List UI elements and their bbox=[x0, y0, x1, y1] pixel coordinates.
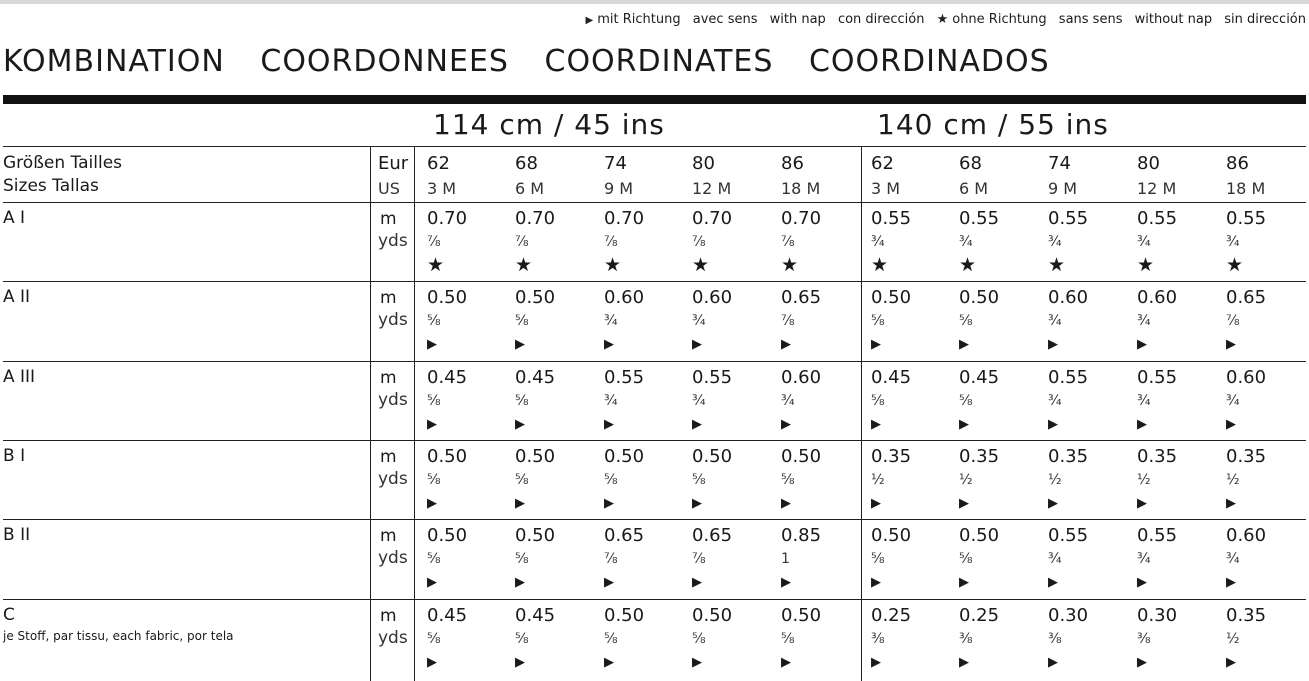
nap-arrow-icon: ▶ bbox=[781, 575, 791, 590]
yard-value: ¾ bbox=[1048, 551, 1062, 567]
yard-value: ⅝ bbox=[692, 472, 706, 488]
meter-value: 0.50 bbox=[515, 287, 556, 308]
nap-arrow-icon: ▶ bbox=[1048, 337, 1058, 352]
eur-size: 68 bbox=[959, 153, 982, 174]
meter-value: 0.70 bbox=[604, 208, 645, 229]
yard-value: ¾ bbox=[1226, 393, 1240, 409]
nap-arrow-icon: ▶ bbox=[1048, 496, 1058, 511]
yard-value: ¾ bbox=[1137, 313, 1151, 329]
meter-value: 0.25 bbox=[871, 605, 912, 626]
meter-value: 0.60 bbox=[1137, 287, 1178, 308]
nap-arrow-icon: ▶ bbox=[1137, 337, 1147, 352]
yard-value: ⅝ bbox=[604, 472, 618, 488]
unit-m: m bbox=[380, 606, 397, 626]
width-divider bbox=[861, 146, 862, 681]
yard-value: ⅝ bbox=[515, 631, 529, 647]
unit-yds: yds bbox=[378, 628, 408, 648]
us-size: 18 M bbox=[1226, 179, 1266, 198]
meter-value: 0.35 bbox=[959, 446, 1000, 467]
meter-value: 0.55 bbox=[1137, 208, 1178, 229]
us-size: 18 M bbox=[781, 179, 821, 198]
star-icon: ★ bbox=[604, 254, 622, 276]
title-es: COORDINADOS bbox=[808, 44, 1050, 79]
nap-arrow-icon: ▶ bbox=[585, 15, 594, 26]
yard-value: ⅞ bbox=[515, 234, 529, 250]
star-icon: ★ bbox=[959, 254, 977, 276]
nap-arrow-icon: ▶ bbox=[427, 417, 437, 432]
yard-value: ⅞ bbox=[692, 551, 706, 567]
yard-value: ¾ bbox=[1137, 234, 1151, 250]
meter-value: 0.50 bbox=[604, 605, 645, 626]
yard-value: ⅝ bbox=[515, 313, 529, 329]
yard-value: ¾ bbox=[1137, 393, 1151, 409]
row-label: B II bbox=[3, 525, 31, 545]
meter-value: 0.65 bbox=[781, 287, 822, 308]
meter-value: 0.55 bbox=[1137, 525, 1178, 546]
yard-value: ⅞ bbox=[781, 234, 795, 250]
width-140-heading: 140 cm / 55 ins bbox=[877, 108, 1109, 141]
yard-value: ⅞ bbox=[692, 234, 706, 250]
nap-arrow-icon: ▶ bbox=[515, 417, 525, 432]
yard-value: ⅝ bbox=[871, 313, 885, 329]
star-icon: ★ bbox=[781, 254, 799, 276]
nap-arrow-icon: ▶ bbox=[427, 496, 437, 511]
unit-m: m bbox=[380, 526, 397, 546]
nap-arrow-icon: ▶ bbox=[871, 496, 881, 511]
yard-value: ⅝ bbox=[515, 393, 529, 409]
nap-arrow-icon: ▶ bbox=[515, 655, 525, 670]
yard-value: ½ bbox=[1048, 472, 1062, 488]
unit-yds: yds bbox=[378, 469, 408, 489]
meter-value: 0.85 bbox=[781, 525, 822, 546]
yard-value: 1 bbox=[781, 551, 790, 567]
nap-arrow-icon: ▶ bbox=[515, 337, 525, 352]
row-divider bbox=[3, 599, 1306, 600]
nap-arrow-icon: ▶ bbox=[515, 496, 525, 511]
meter-value: 0.50 bbox=[781, 446, 822, 467]
meter-value: 0.50 bbox=[427, 446, 468, 467]
unit-m: m bbox=[380, 368, 397, 388]
meter-value: 0.25 bbox=[959, 605, 1000, 626]
yard-value: ⅞ bbox=[781, 313, 795, 329]
nap-arrow-icon: ▶ bbox=[604, 337, 614, 352]
top-border bbox=[0, 0, 1309, 4]
yard-value: ¾ bbox=[1048, 313, 1062, 329]
yard-value: ⅝ bbox=[515, 472, 529, 488]
yard-value: ⅜ bbox=[959, 631, 973, 647]
yard-value: ⅜ bbox=[1048, 631, 1062, 647]
yard-value: ⅞ bbox=[604, 551, 618, 567]
unit-yds: yds bbox=[378, 390, 408, 410]
yard-value: ⅞ bbox=[427, 234, 441, 250]
yard-value: ⅝ bbox=[604, 631, 618, 647]
yard-value: ¾ bbox=[781, 393, 795, 409]
nap-arrow-icon: ▶ bbox=[959, 496, 969, 511]
meter-value: 0.50 bbox=[515, 525, 556, 546]
eur-label: Eur bbox=[378, 153, 409, 174]
meter-value: 0.35 bbox=[1226, 605, 1267, 626]
yard-value: ¾ bbox=[604, 313, 618, 329]
nap-arrow-icon: ▶ bbox=[1137, 575, 1147, 590]
row-label: A III bbox=[3, 367, 36, 387]
us-size: 3 M bbox=[871, 179, 901, 198]
title-rule bbox=[3, 95, 1306, 104]
yard-value: ⅝ bbox=[427, 551, 441, 567]
yard-value: ½ bbox=[1137, 472, 1151, 488]
label-divider bbox=[370, 146, 371, 681]
title-fr: COORDONNEES bbox=[260, 44, 509, 79]
meter-value: 0.65 bbox=[692, 525, 733, 546]
eur-size: 74 bbox=[604, 153, 627, 174]
meter-value: 0.70 bbox=[515, 208, 556, 229]
unit-yds: yds bbox=[378, 548, 408, 568]
eur-size: 68 bbox=[515, 153, 538, 174]
unit-m: m bbox=[380, 447, 397, 467]
star-icon: ★ bbox=[936, 12, 949, 27]
yard-value: ¾ bbox=[1137, 551, 1151, 567]
eur-size: 86 bbox=[781, 153, 804, 174]
yard-value: ¾ bbox=[871, 234, 885, 250]
size-label-line2: Sizes Tallas bbox=[3, 176, 99, 196]
row-label: A I bbox=[3, 208, 26, 228]
meter-value: 0.30 bbox=[1137, 605, 1178, 626]
nap-arrow-icon: ▶ bbox=[871, 417, 881, 432]
star-icon: ★ bbox=[1048, 254, 1066, 276]
meter-value: 0.65 bbox=[1226, 287, 1267, 308]
nap-arrow-icon: ▶ bbox=[959, 417, 969, 432]
meter-value: 0.50 bbox=[959, 287, 1000, 308]
row-label: B I bbox=[3, 446, 26, 466]
meter-value: 0.30 bbox=[1048, 605, 1089, 626]
row-divider bbox=[3, 281, 1306, 282]
meter-value: 0.70 bbox=[692, 208, 733, 229]
header-top-line bbox=[3, 146, 1306, 147]
meter-value: 0.50 bbox=[427, 287, 468, 308]
nap-arrow-icon: ▶ bbox=[1048, 575, 1058, 590]
meter-value: 0.35 bbox=[871, 446, 912, 467]
yard-value: ¾ bbox=[959, 234, 973, 250]
meter-value: 0.70 bbox=[427, 208, 468, 229]
eur-size: 86 bbox=[1226, 153, 1249, 174]
meter-value: 0.55 bbox=[1048, 367, 1089, 388]
nap-arrow-icon: ▶ bbox=[1226, 496, 1236, 511]
legend-nap-es: con dirección bbox=[837, 12, 925, 27]
yard-value: ¾ bbox=[604, 393, 618, 409]
star-icon: ★ bbox=[515, 254, 533, 276]
star-icon: ★ bbox=[1137, 254, 1155, 276]
eur-size: 80 bbox=[1137, 153, 1160, 174]
page-title bbox=[3, 44, 1075, 79]
meter-value: 0.50 bbox=[427, 525, 468, 546]
legend-nonap-es: sin dirección bbox=[1224, 12, 1306, 27]
meter-value: 0.55 bbox=[1137, 367, 1178, 388]
nap-arrow-icon: ▶ bbox=[427, 575, 437, 590]
meter-value: 0.70 bbox=[781, 208, 822, 229]
yard-value: ½ bbox=[1226, 631, 1240, 647]
eur-size: 62 bbox=[427, 153, 450, 174]
meter-value: 0.55 bbox=[692, 367, 733, 388]
meter-value: 0.45 bbox=[427, 605, 468, 626]
meter-value: 0.35 bbox=[1137, 446, 1178, 467]
nap-legend bbox=[578, 12, 1306, 27]
nap-arrow-icon: ▶ bbox=[781, 337, 791, 352]
meter-value: 0.50 bbox=[781, 605, 822, 626]
yard-value: ⅝ bbox=[515, 551, 529, 567]
unit-m: m bbox=[380, 209, 397, 229]
legend-nonap-fr: sans sens bbox=[1058, 12, 1123, 27]
nap-arrow-icon: ▶ bbox=[959, 655, 969, 670]
yard-value: ¾ bbox=[1048, 234, 1062, 250]
meter-value: 0.35 bbox=[1048, 446, 1089, 467]
yard-value: ⅝ bbox=[871, 393, 885, 409]
us-label: US bbox=[378, 179, 400, 198]
legend-nap-fr: avec sens bbox=[692, 12, 758, 27]
yard-value: ⅝ bbox=[781, 631, 795, 647]
yard-value: ¾ bbox=[692, 393, 706, 409]
meter-value: 0.55 bbox=[1226, 208, 1267, 229]
nap-arrow-icon: ▶ bbox=[604, 417, 614, 432]
unit-divider bbox=[414, 146, 415, 681]
meter-value: 0.50 bbox=[871, 287, 912, 308]
meter-value: 0.60 bbox=[604, 287, 645, 308]
legend-nonap-en: without nap bbox=[1134, 12, 1213, 27]
title-en: COORDINATES bbox=[544, 44, 774, 79]
meter-value: 0.60 bbox=[1226, 525, 1267, 546]
yard-value: ⅝ bbox=[427, 313, 441, 329]
meter-value: 0.60 bbox=[1048, 287, 1089, 308]
meter-value: 0.45 bbox=[515, 605, 556, 626]
meter-value: 0.50 bbox=[515, 446, 556, 467]
yard-value: ⅞ bbox=[1226, 313, 1240, 329]
star-icon: ★ bbox=[692, 254, 710, 276]
yard-value: ½ bbox=[1226, 472, 1240, 488]
yard-value: ⅝ bbox=[959, 551, 973, 567]
nap-arrow-icon: ▶ bbox=[1137, 655, 1147, 670]
us-size: 12 M bbox=[1137, 179, 1177, 198]
nap-arrow-icon: ▶ bbox=[781, 417, 791, 432]
nap-arrow-icon: ▶ bbox=[1048, 655, 1058, 670]
nap-arrow-icon: ▶ bbox=[1226, 655, 1236, 670]
nap-arrow-icon: ▶ bbox=[959, 337, 969, 352]
yard-value: ¾ bbox=[1048, 393, 1062, 409]
yard-value: ⅝ bbox=[692, 631, 706, 647]
nap-arrow-icon: ▶ bbox=[1226, 417, 1236, 432]
row-divider bbox=[3, 361, 1306, 362]
meter-value: 0.65 bbox=[604, 525, 645, 546]
nap-arrow-icon: ▶ bbox=[871, 655, 881, 670]
meter-value: 0.50 bbox=[871, 525, 912, 546]
us-size: 6 M bbox=[959, 179, 989, 198]
size-label-line1: Größen Tailles bbox=[3, 153, 123, 173]
nap-arrow-icon: ▶ bbox=[692, 575, 702, 590]
meter-value: 0.35 bbox=[1226, 446, 1267, 467]
us-size: 3 M bbox=[427, 179, 457, 198]
eur-size: 74 bbox=[1048, 153, 1071, 174]
meter-value: 0.60 bbox=[781, 367, 822, 388]
yard-value: ¾ bbox=[1226, 234, 1240, 250]
row-divider bbox=[3, 440, 1306, 441]
width-114-heading: 114 cm / 45 ins bbox=[433, 108, 665, 141]
nap-arrow-icon: ▶ bbox=[604, 575, 614, 590]
eur-size: 62 bbox=[871, 153, 894, 174]
meter-value: 0.45 bbox=[871, 367, 912, 388]
nap-arrow-icon: ▶ bbox=[1226, 337, 1236, 352]
nap-arrow-icon: ▶ bbox=[692, 417, 702, 432]
us-size: 9 M bbox=[604, 179, 634, 198]
unit-m: m bbox=[380, 288, 397, 308]
meter-value: 0.55 bbox=[604, 367, 645, 388]
nap-arrow-icon: ▶ bbox=[871, 337, 881, 352]
legend-nap-de: mit Richtung bbox=[597, 12, 681, 27]
row-note: je Stoff, par tissu, each fabric, por tela bbox=[3, 629, 234, 643]
legend-nonap-de: ohne Richtung bbox=[952, 12, 1047, 27]
nap-arrow-icon: ▶ bbox=[427, 337, 437, 352]
nap-arrow-icon: ▶ bbox=[427, 655, 437, 670]
meter-value: 0.60 bbox=[692, 287, 733, 308]
nap-arrow-icon: ▶ bbox=[692, 496, 702, 511]
nap-arrow-icon: ▶ bbox=[692, 337, 702, 352]
nap-arrow-icon: ▶ bbox=[781, 655, 791, 670]
legend-nap-en: with nap bbox=[769, 12, 826, 27]
yard-value: ⅝ bbox=[427, 472, 441, 488]
yard-value: ¾ bbox=[1226, 551, 1240, 567]
yard-value: ⅝ bbox=[959, 313, 973, 329]
meter-value: 0.50 bbox=[692, 605, 733, 626]
yard-value: ¾ bbox=[692, 313, 706, 329]
meter-value: 0.50 bbox=[604, 446, 645, 467]
meter-value: 0.55 bbox=[959, 208, 1000, 229]
yard-value: ½ bbox=[959, 472, 973, 488]
us-size: 9 M bbox=[1048, 179, 1078, 198]
nap-arrow-icon: ▶ bbox=[871, 575, 881, 590]
nap-arrow-icon: ▶ bbox=[959, 575, 969, 590]
nap-arrow-icon: ▶ bbox=[692, 655, 702, 670]
nap-arrow-icon: ▶ bbox=[1226, 575, 1236, 590]
nap-arrow-icon: ▶ bbox=[604, 496, 614, 511]
unit-yds: yds bbox=[378, 231, 408, 251]
yard-value: ⅝ bbox=[871, 551, 885, 567]
yard-value: ⅜ bbox=[1137, 631, 1151, 647]
header-bottom-line bbox=[3, 202, 1306, 203]
yard-value: ⅝ bbox=[959, 393, 973, 409]
star-icon: ★ bbox=[871, 254, 889, 276]
meter-value: 0.55 bbox=[1048, 525, 1089, 546]
meter-value: 0.55 bbox=[1048, 208, 1089, 229]
us-size: 12 M bbox=[692, 179, 732, 198]
yard-value: ⅝ bbox=[427, 631, 441, 647]
nap-arrow-icon: ▶ bbox=[781, 496, 791, 511]
star-icon: ★ bbox=[427, 254, 445, 276]
meter-value: 0.55 bbox=[871, 208, 912, 229]
meter-value: 0.50 bbox=[959, 525, 1000, 546]
nap-arrow-icon: ▶ bbox=[1137, 417, 1147, 432]
row-divider bbox=[3, 519, 1306, 520]
row-label: A II bbox=[3, 287, 31, 307]
yard-value: ½ bbox=[871, 472, 885, 488]
meter-value: 0.45 bbox=[427, 367, 468, 388]
nap-arrow-icon: ▶ bbox=[515, 575, 525, 590]
meter-value: 0.45 bbox=[515, 367, 556, 388]
us-size: 6 M bbox=[515, 179, 545, 198]
yard-value: ⅞ bbox=[604, 234, 618, 250]
title-de: KOMBINATION bbox=[3, 44, 225, 79]
row-label: C bbox=[3, 605, 15, 625]
yard-value: ⅜ bbox=[871, 631, 885, 647]
meter-value: 0.45 bbox=[959, 367, 1000, 388]
unit-yds: yds bbox=[378, 310, 408, 330]
eur-size: 80 bbox=[692, 153, 715, 174]
meter-value: 0.50 bbox=[692, 446, 733, 467]
nap-arrow-icon: ▶ bbox=[1137, 496, 1147, 511]
meter-value: 0.60 bbox=[1226, 367, 1267, 388]
star-icon: ★ bbox=[1226, 254, 1244, 276]
yard-value: ⅝ bbox=[781, 472, 795, 488]
nap-arrow-icon: ▶ bbox=[604, 655, 614, 670]
nap-arrow-icon: ▶ bbox=[1048, 417, 1058, 432]
yard-value: ⅝ bbox=[427, 393, 441, 409]
